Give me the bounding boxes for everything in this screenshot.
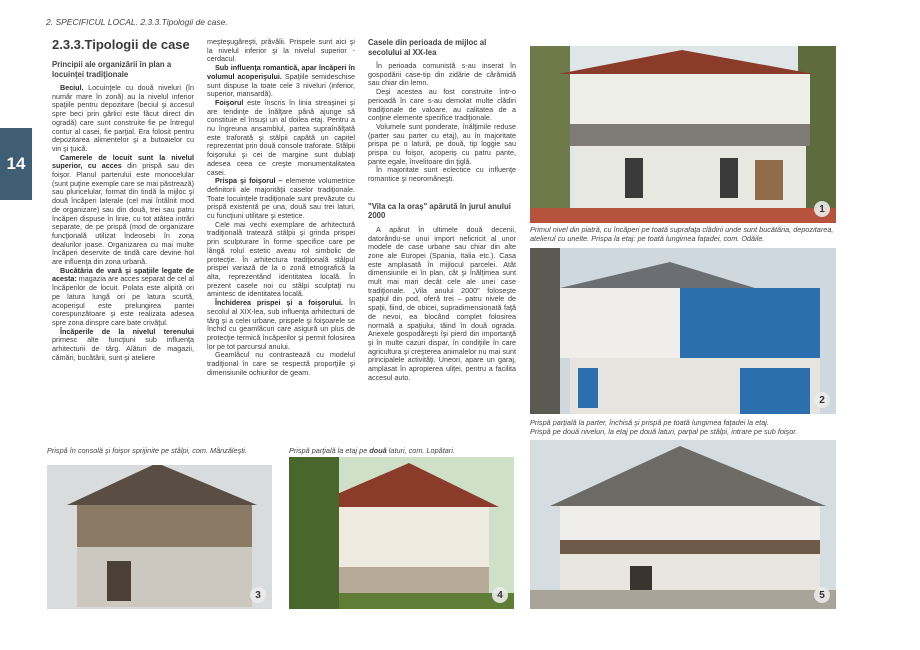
paragraph-prispa: Prispa şi foişorul – elemente volumetrice definitorii ale majorităţii caselor tradiţionale. Toate locuinţele tradiţionale sunt prevăzute cu prispă existentă pe una, două sau trei laturi, cu funcţiuni utilitare şi estetice. xyxy=(207,176,356,221)
paragraph-continuation: meşteşugăreşti, prăvălii. Prispele sunt aici şi la nivelul inferior şi la nivelul superior - cerdacul. xyxy=(207,37,355,64)
photo-number-badge: 5 xyxy=(814,587,830,603)
photo-4-caption: Prispă parţială la etaj pe două laturi, com. Lopătari. xyxy=(289,446,455,455)
paragraph-comunista: În perioada comunistă s-au inserat în gospodării case-tip din zidărie de cărămidă sau chiar din lemn. xyxy=(368,61,516,88)
text-column-3 xyxy=(368,38,516,383)
photo-3-caption: Prispă în consolă şi foişor sprijinite pe stâlpi, com. Mânzăleşti. xyxy=(47,446,247,455)
photo-console-porch-house xyxy=(47,457,272,609)
heading-vila: "Vila ca la oraş" apărută în jurul anului 2000 xyxy=(368,201,511,221)
text-column-1 xyxy=(52,37,194,363)
photo-two-level-porch-house xyxy=(530,440,836,609)
paragraph-camere: Camerele de locuit sunt la nivelul superior, cu acces din prispă sau din foişor. Planul parterului este monocelular (sunt puţine exemple care se mai păstrează) sau pluricelular, format din tindă la mijloc şi două încăperi laterale (cel mai întâlnit mod de organizare) sau din două, trei sau patru încăperi dispuse în linie, cu tot atâtea intrări separate, de pe prispă (mod de organizare funcţională utilizat îndeosebi în zona dealurilor joase. Organizarea cu mai multe încăperi deservite de tindă care devine hol are influenţa din zona urbană. xyxy=(52,152,194,267)
page-number-tab: 14 xyxy=(0,128,32,200)
photo-number-badge: 2 xyxy=(814,392,830,408)
paragraph-volume: Volumele sunt ponderate, înălţimile reduse (parter sau parter cu etaj), au în majoritate prispa pe o latură, pe două, tip loggie sau prispa cu foişor, acoperiş cu patru pante, pante egale, învelitoare din ţiglă. xyxy=(368,121,516,166)
paragraph-incaperi: Încăperile de la nivelul terenului primesc alte funcţiuni sub influenţa arhitecturii de târg. Alături de magazii, cămări, bucătării, sunt şi ateliere xyxy=(52,326,194,362)
paragraph-stalpi: Cele mai vechi exemplare de arhitectură tradiţională tratează stâlpii şi grinda prispei prin sculpturare în forme specifice care pe lângă rolul estetic aveau rol simbolic de protecţie. În arhitectura tradiţională stâlpul prispei variază de la o zonă etnografică la alta, reprezentând identitatea locală. În prezent casele noi cu stâlpi sculptaţi nu amintesc de identitatea locală. xyxy=(207,219,355,299)
section-title: 2.3.3.Tipologii de case xyxy=(52,37,190,52)
photo-number-badge: 4 xyxy=(492,587,508,603)
paragraph-geamlac: Geamlâcul nu contrastează cu modelul tradiţional în care se respectă proporţiile şi dimensiunile ochiurilor de geam. xyxy=(207,350,355,377)
paragraph-bucatarie: Bucătăria de vară şi spaţiile legate de acesta: magazia are acces separat de cel al încăperilor de locuit. Polata este alipită ori pe latura lungă ori pe latura scurtă, acoperişul este prelungirea pantei corespunzătoare şi este realizata adesea spre zona dinspre care bate crivăţul. xyxy=(52,265,194,327)
photo-2-caption: Prispă parţială la parter, închisă şi prispă pe toată lungimea faţadei la etaj. Prispă pe două niveluri, la etaj pe două laturi, parţial pe stâlpi, intrare pe sub foişor. xyxy=(530,418,798,436)
photo-1-caption: Primul nivel din piatră, cu încăperi pe toată suprafaţa clădirii unde sunt bucătăria, depozitarea, atelierul cu unelte. Prispa la etaj: pe toată lungimea faţadei, com. Odăile. xyxy=(530,225,834,243)
running-header: 2. SPECIFICUL LOCAL. 2.3.3.Tipologii de case. xyxy=(46,17,228,27)
photo-blue-house xyxy=(530,248,836,414)
heading-mid-century: Casele din perioada de mijloc al secolului al XX-lea xyxy=(368,38,487,57)
paragraph-vila: A apărut în ultimele două decenii, datorându-se unui import neficricit al unor modele de case urbane sau chiar din alte zone ale Europei (Spania, Italia etc.). Casa este amplasată în mijlocul parcelei. Atât dimensiunile ei în plan, cât şi înălţimea sunt mult mai mari decât cele ale unei case tradiţionale. „Vila anului 2000" foloseşte spaţiul din pod, oferă trei – patru nivele de spaţii, fiind, de obicei, supradimensionată faţă de nevoi, ea blocând complet folosirea normală a spaţiului, tăind în două ograda. Anexele gospodăreşti îşi pierd din importanţă şi în multe cazuri dispar, în condiţiile în care agricultura şi creşterea animalelor nu mai sunt principalele activităţi. Uneori, apare un garaj, amplasat în apropierea uliţei, pentru a facilita accesul auto. xyxy=(368,224,516,382)
photo-two-storey-house xyxy=(530,40,836,223)
paragraph-foisor: Foişorul este înscris în linia streaşinei şi are tendinţe de înălţare până ajunge să constituie el însuşi un al doilea etaj. Pentru a nu îngreuna ansamblul, partea supraînălţată este traforată şi stâlpii capătă un capitel reprezentat prin două console traforate. Stâlpii foişorului şi cei de margine sunt dublaţi adesea ceea ce creşte monumentalitatea casei. xyxy=(207,97,355,177)
paragraph-inchidere: Închiderea prispei şi a foişorului. În secolul al XIX-lea, sub influenţa arhitecturii de târg şi a celei urbane, prispele şi foişoarele se închid cu geamlâcuri care asigură un plus de protecţie termică încăperilor şi permit folosirea lor pe tot parcursul anului. xyxy=(207,298,355,351)
photo-number-badge: 1 xyxy=(814,201,830,217)
paragraph-eclectice: În majoritate sunt eclectice cu influenţe romantice şi neoromâneşti. xyxy=(368,165,516,184)
paragraph-romantic: Sub influenţa romantică, apar încăperi în volumul acoperişului. Spaţiile semideschise sunt dispuse la toate cele 3 niveluri (inferior, superior, mansardă). xyxy=(207,63,355,99)
section-subtitle: Principii ale organizării în plan a locuinţei tradiţionale xyxy=(52,60,172,79)
photo-partial-porch-house xyxy=(289,457,514,609)
photo-number-badge: 3 xyxy=(250,587,266,603)
paragraph-beciul: Beciul. Locuinţele cu două niveluri (în număr mare în zonă) au la nivelul inferior spaţiile pentru depozitare (beciul şi accesul spre beci prin gârlici este făcut direct din ogradă) care sunt construite fie pe întregul contur al casei, fie parţial. Era folosit pentru depozitarea alimentelor şi a butoaielor cu vin şi ţuică. xyxy=(52,83,194,153)
paragraph-demolat: Deşi acestea au fost construite într-o perioadă în care s-au demolat multe clădiri tradiţionale de valoare, au calitatea de a conţine elemente specifice tradiţionale. xyxy=(368,87,516,123)
text-column-2 xyxy=(207,38,355,377)
